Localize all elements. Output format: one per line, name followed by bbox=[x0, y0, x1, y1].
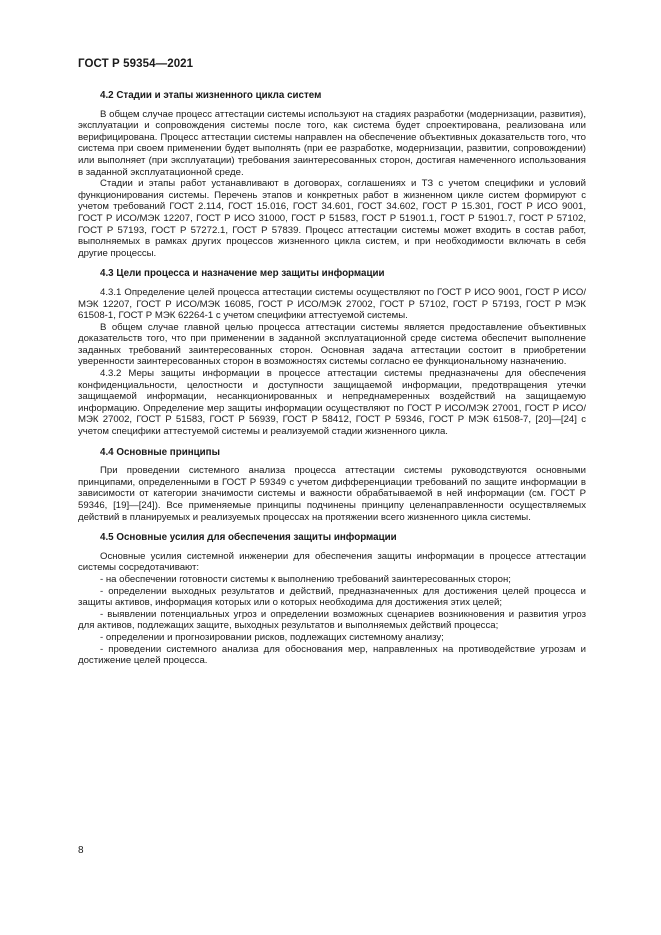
paragraph: Основные усилия системной инженерии для обеспечения защиты информации в процессе аттестации системы сосредотачивают: bbox=[78, 550, 586, 574]
section-4-4 bbox=[78, 447, 586, 524]
paragraph: 4.3.1 Определение целей процесса аттестации системы осуществляют по ГОСТ Р ИСО 9001, ГОСТ Р ИСО/МЭК 12207, ГОСТ Р ИСО/МЭК 16085, ГОСТ Р ИСО/МЭК 27002, ГОСТ Р 57102, ГОСТ Р 57193, ГОСТ Р МЭК 61508-1, ГОСТ Р МЭК 62264-1 с учетом специфики аттестуемой системы. bbox=[78, 286, 586, 322]
efforts-list bbox=[78, 574, 586, 667]
list-item: - определении выходных результатов и действий, предназначенных для достижения целей процесса и защиты активов, информация которых или о которых необходима для достижения этих целей; bbox=[78, 585, 586, 609]
paragraph: В общем случае главной целью процесса аттестации системы является предоставление объективных доказательств того, что при применении в заданной эксплуатационной среде система обеспечит выполнение заданных требований заинтересованных сторон. Основная задача аттестации состоит в приобретении уверенности заинтересованных сторон в возможностях системы согласно ее функциональному назначению. bbox=[78, 321, 586, 368]
paragraph: При проведении системного анализа процесса аттестации системы руководствуются основными принципами, определенными в ГОСТ Р 59349 с учетом дифференциации требований по защите информации в зависимости от категории значимости системы и важности обрабатываемой в ней информации (см. ГОСТ Р 59346, [19]—[24]). Все применяемые принципы подчинены принципу целенаправленности осуществляемых действий в планируемых и реализуемых процессах на протяжении всего жизненного цикла системы. bbox=[78, 465, 586, 523]
list-item: - выявлении потенциальных угроз и определении возможных сценариев возникновения и развития угроз для активов, подлежащих защите, выходных результатов и выполняемых действий процесса; bbox=[78, 608, 586, 632]
section-heading: 4.3 Цели процесса и назначение мер защиты информации bbox=[100, 268, 385, 280]
section-4-2 bbox=[78, 90, 586, 259]
list-item: - на обеспечении готовности системы к выполнению требований заинтересованных сторон; bbox=[100, 573, 511, 585]
list-item: - проведении системного анализа для обоснования мер, направленных на противодействие угрозам и достижение целей процесса. bbox=[78, 643, 586, 667]
section-heading: 4.5 Основные усилия для обеспечения защиты информации bbox=[100, 532, 397, 544]
paragraph: Стадии и этапы работ устанавливают в договорах, соглашениях и ТЗ с учетом специфики и условий функционирования системы. Перечень этапов и конкретных работ в жизненном цикле систем формируют с учетом требований ГОСТ 2.114, ГОСТ 15.016, ГОСТ 34.601, ГОСТ 34.602, ГОСТ Р 15.301, ГОСТ Р ИСО 9001, ГОСТ Р ИСО/МЭК 12207, ГОСТ Р ИСО 31000, ГОСТ Р 51583, ГОСТ Р 51901.1, ГОСТ Р 51901.7, ГОСТ Р 57102, ГОСТ Р 57193, ГОСТ Р 57272.1, ГОСТ Р 57839. Процесс аттестации системы может входить в состав работ, выполняемых в рамках других процессов жизненного цикла систем, и при необходимости включать в себя другие процессы. bbox=[78, 178, 586, 259]
paragraph: 4.3.2 Меры защиты информации в процессе аттестации системы предназначены для обеспечения конфиденциальности, целостности и доступности защищаемой информации, предотвращения утечки защищаемой информации, несанкционированных и непреднамеренных воздействий на защищаемую информацию. Определение мер защиты информации осуществляют по ГОСТ Р ИСО/МЭК 27001, ГОСТ Р ИСО/МЭК 27002, ГОСТ Р 51583, ГОСТ Р 56939, ГОСТ Р 58412, ГОСТ Р 59346, ГОСТ Р МЭК 61508-7, [20]—[24] с учетом специфики аттестуемой системы и реализуемой стадии жизненного цикла. bbox=[78, 368, 586, 438]
section-4-5 bbox=[78, 532, 586, 667]
list-item: - определении и прогнозировании рисков, подлежащих системному анализу; bbox=[100, 631, 444, 643]
section-heading: 4.2 Стадии и этапы жизненного цикла систем bbox=[100, 90, 322, 101]
page-number: 8 bbox=[78, 845, 84, 856]
paragraph: В общем случае процесс аттестации системы используют на стадиях разработки (модернизации, развития), эксплуатации и сопровождения системы после того, как система будет спроектирована, реализована или верифицирована. Процесс аттестации системы направлен на обеспечение объективных доказательств того, что система при своем применении будет выполнять (при ее разработке, модернизации, развитии, сопровождении) или выполняет (при эксплуатации) требования заинтересованных сторон, достигая намеченного использования в заданной эксплуатационной среде. bbox=[78, 108, 586, 178]
section-heading: 4.4 Основные принципы bbox=[100, 446, 220, 458]
section-4-3 bbox=[78, 268, 586, 437]
document-code-header: ГОСТ Р 59354—2021 bbox=[78, 58, 194, 70]
document-body bbox=[78, 90, 586, 676]
